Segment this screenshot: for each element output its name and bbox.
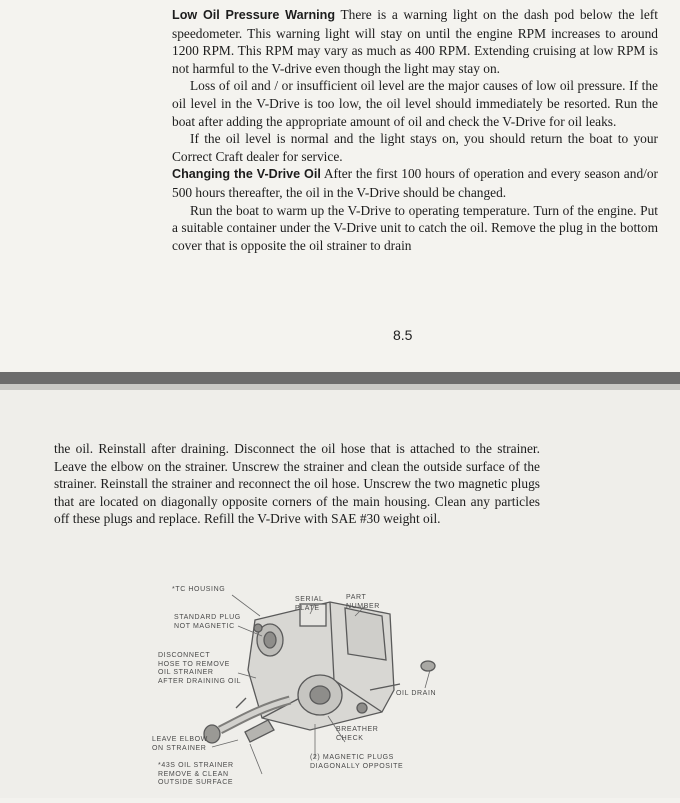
upper-page-text: [172, 6, 658, 254]
dealer-paragraph: If the oil level is normal and the light stays on, you should return the boat to your Correct Craft dealer for service.: [172, 131, 658, 164]
upper-page: [0, 0, 680, 372]
changing-oil-text: After the first 100 hours of operation and every season and/or 500 hours thereafter, the oil in the V-Drive should be changed.: [172, 166, 659, 200]
serial-plate-callout: SERIAL PLATE: [295, 596, 324, 612]
oil-drain-callout: OIL DRAIN: [396, 690, 437, 697]
oil-strainer-callout: *43S OIL STRAINER REMOVE & CLEAN OUTSIDE SURFACE: [158, 762, 234, 786]
continued-paragraph: the oil. Reinstall after draining. Disconnect the oil hose that is attached to the strainer. Leave the elbow on the strainer. Unscrew the strainer and clean the outside surface of the strainer. Reinstall the strainer and reconnect the oil hose. Unscrew the two magnetic plugs that are located on diagonally opposite corners of the main housing. Clean any particles off these plugs and replace. Refill the V-Drive with SAE #30 weight oil.: [54, 441, 540, 527]
page-number: 8.5: [393, 327, 413, 343]
oil-loss-paragraph: Loss of oil and / or insufficient oil level are the major causes of low oil pressure. If the oil level in the V-Drive is too low, the oil level should immediately be resorted. Run the boat after adding the appropriate amount of oil and check the V-Drive for oil leaks.: [172, 78, 658, 129]
low-oil-paragraph: [172, 6, 658, 77]
run-boat-paragraph: Run the boat to warm up the V-Drive to operating temperature. Turn of the engine. Put a suitable container under the V-Drive unit to catch the oil. Remove the plug in the bottom cover that is opposite the oil strainer to drain: [172, 202, 658, 253]
housing-callout: *TC HOUSING: [172, 586, 226, 593]
breather-callout: BREATHER CHECK: [336, 726, 379, 742]
leave-elbow-callout: LEAVE ELBOW ON STRAINER: [152, 736, 208, 752]
v-drive-diagram: [150, 580, 460, 798]
low-oil-text: There is a warning light on the dash pod below the left speedometer. This warning light will stay on until the engine RPM increases to around 1200 RPM. This RPM may vary as much as 400 RPM. Extending cruising at low RPM is not harmful to the V-drive even though the light may stay on.: [172, 7, 658, 76]
low-oil-heading: Low Oil Pressure Warning: [172, 8, 336, 22]
changing-oil-paragraph: [172, 165, 658, 201]
disconnect-hose-callout: DISCONNECT HOSE TO REMOVE OIL STRAINER AFTER DRAINING OIL: [158, 652, 242, 685]
page-divider: [0, 372, 680, 384]
standard-plug-callout: STANDARD PLUG NOT MAGNETIC: [174, 614, 241, 630]
magnetic-plugs-callout: (2) MAGNETIC PLUGS DIAGONALLY OPPOSITE: [310, 754, 404, 770]
lower-page-text: [54, 440, 540, 528]
changing-oil-heading: Changing the V-Drive Oil: [172, 167, 321, 182]
part-number-callout: PART NUMBER: [346, 594, 380, 610]
